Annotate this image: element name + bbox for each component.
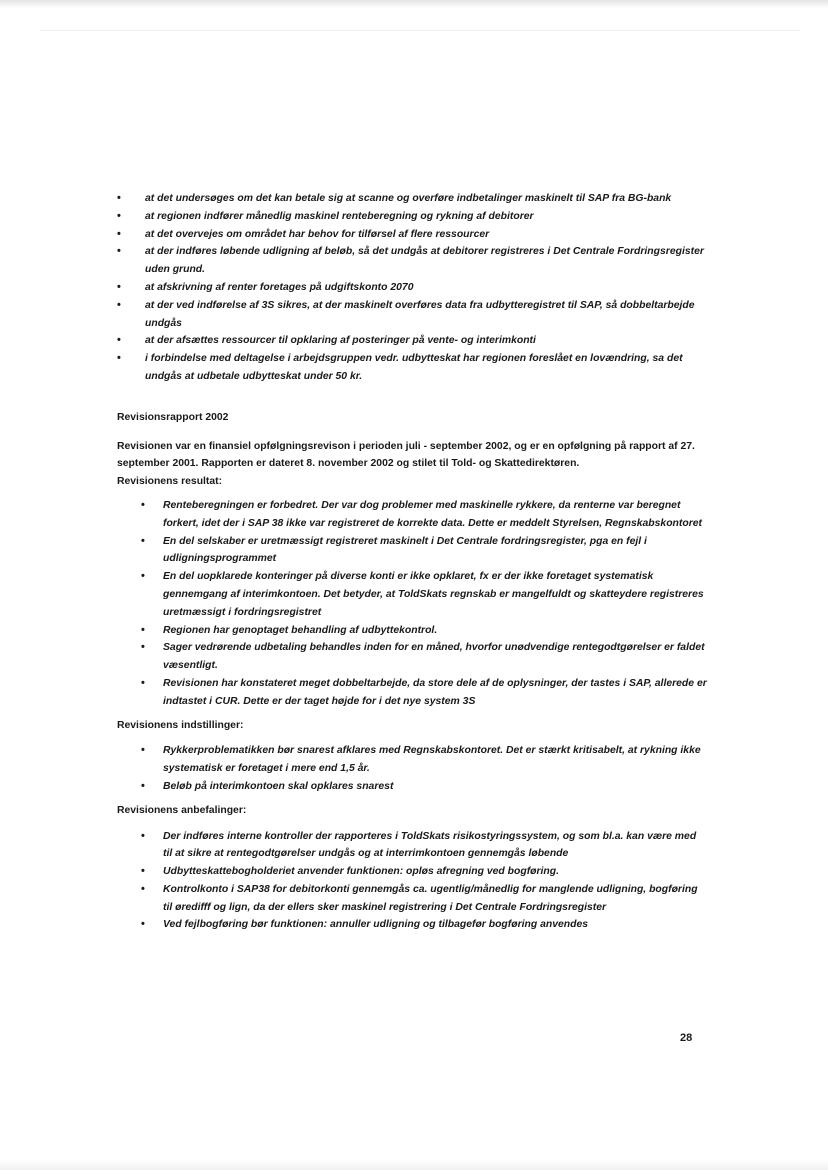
list-item: • Rykkerproblematikken bør snarest afklares med Regnskabskontoret. Det er stærkt kritisabelt, at rykning ikke systematisk er foretaget i mere end 1,5 år. — [141, 742, 707, 778]
list-item: • Regionen har genoptaget behandling af udbyttekontrol. — [141, 622, 707, 640]
list-item: • Beløb på interimkontoen skal opklares snarest — [141, 778, 707, 796]
list-item: • at afskrivning af renter foretages på udgiftskonto 2070 — [117, 279, 707, 297]
intro-paragraph — [117, 438, 707, 491]
list-item: • at regionen indfører månedlig maskinel renteberegning og rykning af debitorer — [117, 208, 707, 226]
list-item: • En del uopklarede konteringer på diverse konti er ikke opklaret, fx er der ikke foretaget systematisk gennemgang af interimkontoen. Det betyder, at ToldSkats regnskab er mangelfuldt og skatteydere registreres uretmæssigt i fordringsregistret — [141, 568, 707, 621]
document-body — [117, 190, 707, 934]
list-item: • i forbindelse med deltagelse i arbejdsgruppen vedr. udbytteskat har regionen foreslået en lovændring, sa det undgås at udbetale udbytteskat under 50 kr. — [117, 350, 707, 386]
scan-artifact-line — [40, 30, 800, 31]
list-item: • Der indføres interne kontroller der rapporteres i ToldSkats risikostyringssystem, og som bl.a. kan være med til at sikre at rentegodtgørelser undgås og at interrimkontoen gennemgås løbende — [141, 828, 707, 864]
advice-label: Revisionens anbefalinger: — [117, 804, 247, 816]
list-item: • at der afsættes ressourcer til opklaring af posteringer på vente- og interimkonti — [117, 332, 707, 350]
list-item: • Kontrolkonto i SAP38 for debitorkonti gennemgås ca. ugentlig/månedlig for manglende udligning, bogføring til øredifff og lign, da der ellers sker maskinel registrering i Det Centrale Fordringsregister — [141, 881, 707, 917]
result-label: Revisionens resultat: — [117, 476, 223, 488]
list-item: • at der indføres løbende udligning af beløb, så det undgås at debitorer registreres i Det Centrale Fordringsregister uden grund. — [117, 243, 707, 279]
list-item: • at der ved indførelse af 3S sikres, at der maskinelt overføres data fra udbytteregistret til SAP, så dobbeltarbejde undgås — [117, 297, 707, 333]
list-item: • Ved fejlbogføring bør funktionen: annuller udligning og tilbagefør bogføring anvendes — [141, 916, 707, 934]
intro-text: Revisionen var en finansiel opfølgningsrevison i perioden juli - september 2002, og er en opfølgning på rapport af 27. september 2001. Rapporten er dateret 8. november 2002 og stilet til Told- og Skattedirektøren. — [117, 440, 695, 470]
result-list — [141, 497, 707, 711]
section-heading: Revisionsrapport 2002 — [117, 411, 229, 423]
list-item: • En del selskaber er uretmæssigt registreret maskinelt i Det Centrale fordringsregister, pga en fejl i udligningsprogrammet — [141, 533, 707, 569]
recommendations-label: Revisionens indstillinger: — [117, 719, 244, 731]
list-item: • Sager vedrørende udbetaling behandles inden for en måned, hvorfor unødvendige rentegodtgørelser er faldet væsentligt. — [141, 639, 707, 675]
advice-list — [141, 828, 707, 935]
list-item: • Udbytteskattebogholderiet anvender funktionen: opløs afregning ved bogføring. — [141, 863, 707, 881]
recommendations-list — [141, 742, 707, 795]
list-item: • at det undersøges om det kan betale sig at scanne og overføre indbetalinger maskinelt til SAP fra BG-bank — [117, 190, 707, 208]
page-number: 28 — [680, 1032, 693, 1044]
scan-edge-bottom — [0, 1160, 828, 1170]
list-item: • Revisionen har konstateret meget dobbeltarbejde, da store dele af de oplysninger, der tastes i SAP, allerede er indtastet i CUR. Dette er der taget højde for i det nye system 3S — [141, 675, 707, 711]
list-item: • at det overvejes om området har behov for tilførsel af flere ressourcer — [117, 226, 707, 244]
recommendation-list — [117, 190, 707, 386]
scan-edge-top — [0, 0, 828, 8]
list-item: • Renteberegningen er forbedret. Der var dog problemer med maskinelle rykkere, da renterne var beregnet forkert, idet der i SAP 38 ikke var registreret de korrekte data. Dette er meddelt Styrelsen, Regnskabskontoret — [141, 497, 707, 533]
